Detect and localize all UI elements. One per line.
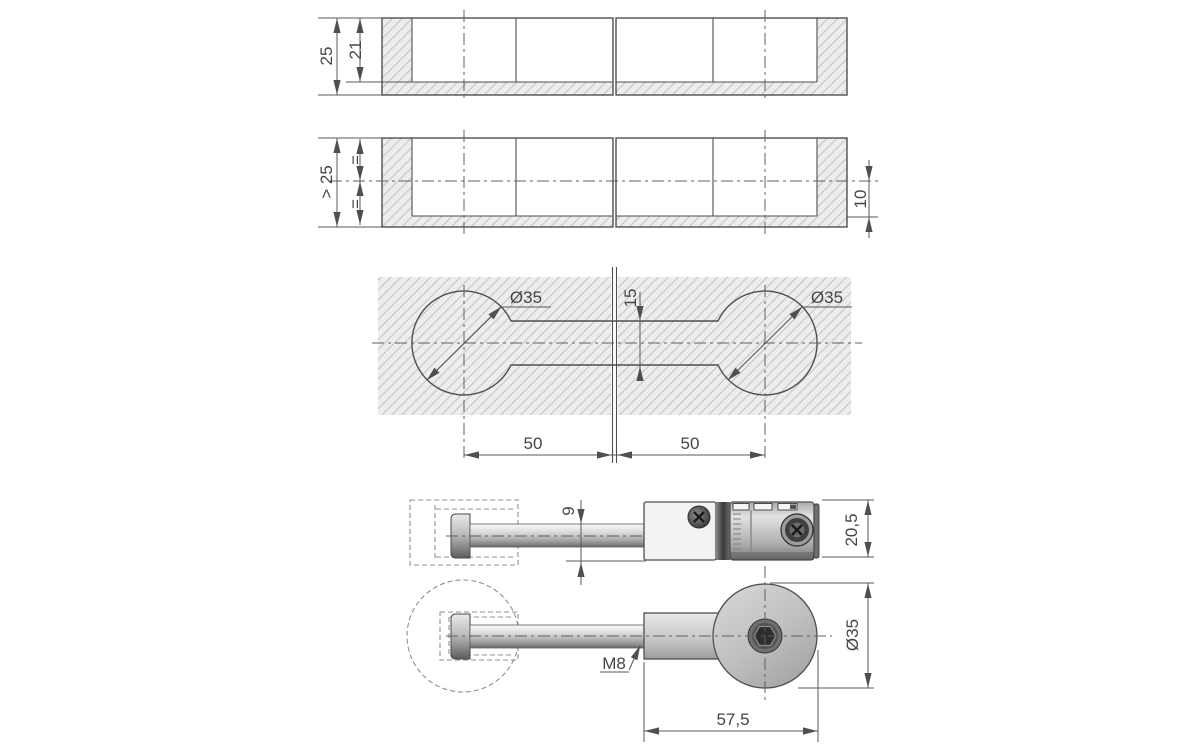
housing-end-cap [814, 504, 819, 558]
dim-slot-width: 15 [621, 288, 640, 308]
dim-panel-thickness: 25 [317, 46, 336, 66]
view-fitting-side [410, 500, 874, 585]
dim-body-length: 57,5 [716, 710, 750, 729]
dim-groove-depth: 21 [346, 40, 365, 60]
view-drilling-plan [372, 267, 862, 463]
dim-hole-dia-right: Ø35 [810, 288, 844, 307]
equal-mark-lower: = [346, 199, 365, 209]
dim-shaft-dia: 9 [559, 506, 578, 516]
label-thread-m8: M8 [602, 654, 626, 673]
view-groove-section-25 [317, 10, 847, 102]
dim-pitch-right: 50 [680, 434, 700, 453]
dim-min-thickness: > 25 [317, 165, 336, 199]
dim-pitch-left: 50 [523, 434, 543, 453]
view-groove-section-min25 [317, 130, 878, 238]
right-groove-cut [616, 18, 817, 82]
left-groove-cut [412, 18, 613, 82]
dim-hole-dia-left: Ø35 [509, 288, 543, 307]
equal-mark-upper: = [346, 155, 365, 165]
view-fitting-top [407, 566, 874, 742]
dim-disc-dia: Ø35 [843, 618, 862, 652]
housing-divider [716, 502, 730, 560]
connector-housing-side [644, 502, 819, 560]
dim-housing-height: 20,5 [842, 513, 861, 547]
dim-axis-offset: 10 [851, 189, 870, 209]
